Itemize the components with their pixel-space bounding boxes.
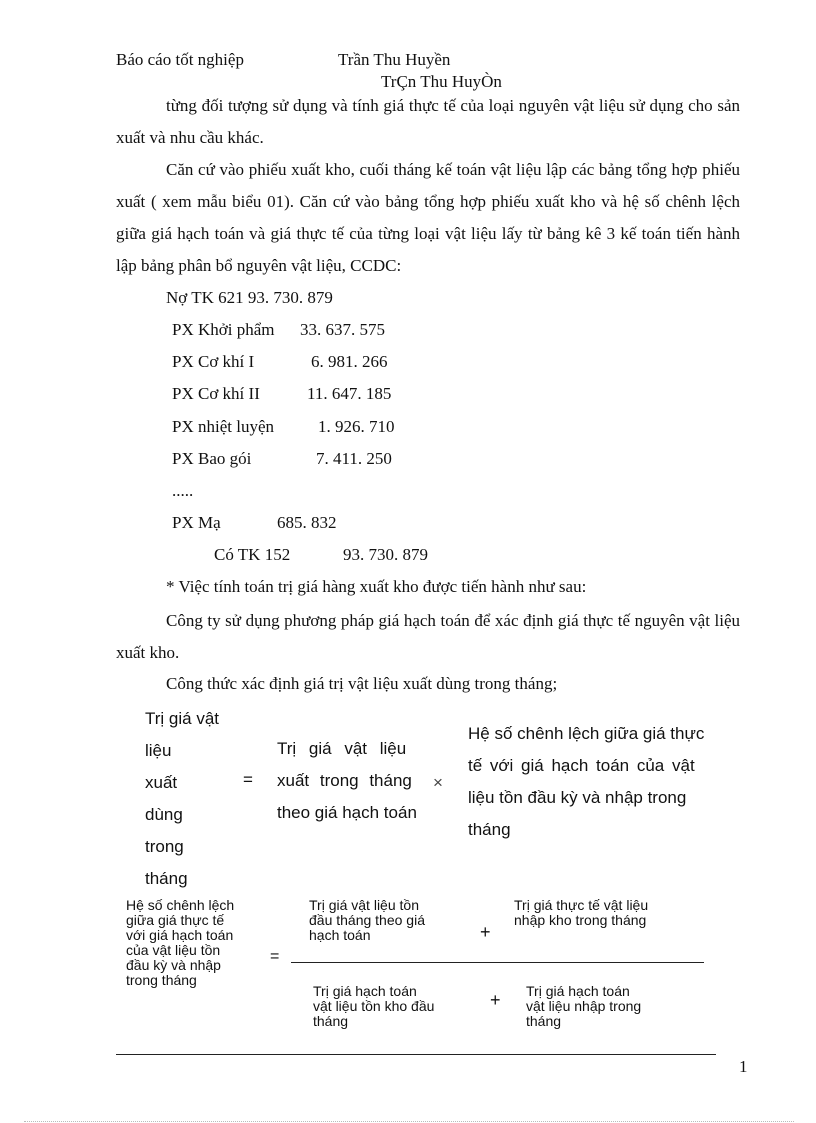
formula-line: trong: [145, 837, 184, 856]
numerator-a: [309, 898, 425, 943]
note-3: Công thức xác định giá trị vật liệu xuất dùng trong tháng;: [166, 674, 558, 693]
formula-1-rhs: [468, 718, 718, 846]
formula-line: Trị giá thực tế vật liệu: [514, 897, 649, 913]
page-edge-divider: [24, 1121, 794, 1122]
entry-value: 685. 832: [277, 513, 337, 532]
formula-line: liệu tồn đầu kỳ và nhập trong: [468, 788, 687, 807]
paragraph-2: Căn cứ vào phiếu xuất kho, cuối tháng kế toán vật liệu lập các bảng tổng hợp phiếu xuất ( xem mẫu biểu 01). Căn cứ vào bảng tổng hợp phiếu xuất kho và hệ số chênh lệch giữa giá hạch toán và giá thực tế của từng loại vật liệu lấy từ bảng kê 3 kế toán tiến hành lập bảng phân bổ nguyên vật liệu, CCDC:: [116, 160, 740, 275]
note-1: * Việc tính toán trị giá hàng xuất kho được tiến hành như sau:: [166, 577, 587, 596]
formula-line: trong tháng: [126, 972, 197, 988]
formula-line: đầu tháng theo giá: [309, 912, 425, 928]
formula-1-mid: [277, 733, 422, 829]
formula-line: tháng: [145, 869, 188, 888]
entry-value: 1. 926. 710: [318, 417, 395, 436]
entry-label: PX Cơ khí II: [172, 384, 260, 403]
entry-value: 11. 647. 185: [307, 384, 392, 403]
equals-sign: =: [243, 770, 253, 789]
formula-line: vật liệu tồn kho đầu: [313, 998, 435, 1014]
header-author: Trần Thu Huyền: [338, 50, 451, 69]
footer-divider: [116, 1054, 716, 1055]
entry-label: PX Mạ: [172, 513, 221, 532]
entry-ellipsis: .....: [172, 481, 194, 500]
credit-label: Có TK 152: [214, 545, 291, 564]
formula-line: Trị giá vật liệu: [277, 739, 407, 758]
formula-line: hạch toán: [309, 927, 371, 943]
fraction-bar: [291, 962, 704, 963]
formula-line: liệu xuất: [145, 741, 178, 792]
formula-line: Trị giá hạch toán: [526, 983, 630, 999]
times-sign: ×: [433, 773, 443, 792]
formula-1-lhs: [145, 703, 235, 895]
formula-line: Hệ số chênh lệch giữa giá thực: [468, 724, 705, 743]
numerator-b: [514, 898, 648, 928]
formula-line: nhập kho trong tháng: [514, 912, 647, 928]
plus-sign: +: [480, 922, 491, 942]
plus-sign: +: [490, 990, 501, 1010]
entry-label: PX Cơ khí I: [172, 352, 255, 371]
formula-line: tháng: [313, 1013, 349, 1029]
formula-line: Hệ số chênh lệch: [126, 897, 235, 913]
header-title: Báo cáo tốt nghiệp: [116, 50, 244, 69]
formula-line: của vật liệu tồn: [126, 942, 221, 958]
formula-line: đầu kỳ và nhập: [126, 957, 221, 973]
entry-value: 7. 411. 250: [316, 449, 392, 468]
formula-line: theo giá hạch toán: [277, 803, 417, 822]
formula-line: Trị giá vật: [145, 709, 220, 728]
entry-value: 33. 637. 575: [300, 320, 385, 339]
formula-line: tế với giá hạch toán của vật: [468, 756, 695, 775]
entry-value: 6. 981. 266: [311, 352, 388, 371]
formula-line: giữa giá thực tế: [126, 912, 225, 928]
page-number: 1: [739, 1057, 748, 1076]
note-2: Công ty sử dụng phương pháp giá hạch toán để xác định giá thực tế nguyên vật liệu xuất kho.: [116, 611, 740, 662]
equals-sign: =: [270, 948, 280, 965]
formula-line: Trị giá hạch toán: [313, 983, 417, 999]
credit-value: 93. 730. 879: [343, 545, 428, 564]
formula-line: dùng: [145, 805, 183, 824]
formula-line: tháng: [526, 1013, 562, 1029]
formula-2-lhs: [126, 898, 234, 988]
formula-line: vật liệu nhập trong: [526, 998, 642, 1014]
denominator-a: [313, 984, 434, 1029]
formula-line: với giá hạch toán: [126, 927, 234, 943]
entry-label: PX nhiệt luyện: [172, 417, 274, 436]
denominator-b: [526, 984, 641, 1029]
entry-label: PX Khởi phẩm: [172, 320, 275, 339]
entry-label: PX Bao gói: [172, 449, 252, 468]
debit-entry: Nợ TK 621 93. 730. 879: [166, 288, 333, 307]
formula-line: Trị giá vật liệu tồn: [309, 897, 419, 913]
formula-line: tháng: [468, 820, 511, 839]
header-author-garbled: TrÇn Thu HuyÒn: [381, 72, 502, 91]
paragraph-1: từng đối tượng sử dụng và tính giá thực tế của loại nguyên vật liệu sử dụng cho sản xuất và nhu cầu khác.: [116, 96, 740, 147]
formula-line: xuất trong tháng: [277, 771, 412, 790]
